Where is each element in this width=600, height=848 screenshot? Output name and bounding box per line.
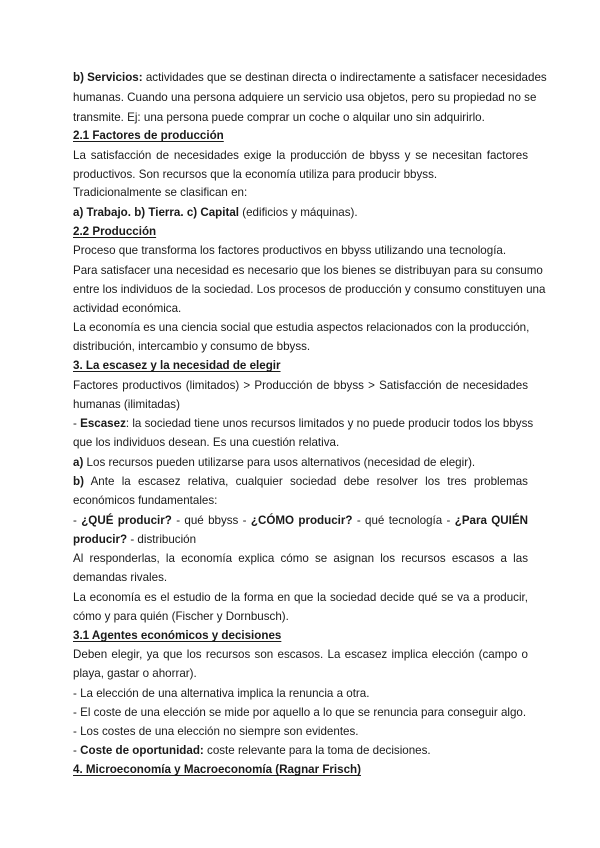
s31-bullet-2: - El coste de una elección se mide por aquello a lo que se renuncia para conseguir algo.: [73, 706, 527, 719]
s22-line-6: distribución, intercambio y consumo de bbyss.: [73, 340, 311, 353]
s22-line-4: actividad económica.: [73, 302, 182, 315]
s3-def-line-2: cómo y para quién (Fischer y Dornbusch).: [73, 610, 289, 623]
heading-3-1: 3.1 Agentes económicos y decisiones: [73, 629, 282, 642]
s3-item-b-line-1: b) Ante la escasez relativa, cualquier sociedad debe resolver los tres problemas: [73, 475, 528, 488]
s3-resp-line-2: demandas rivales.: [73, 571, 168, 584]
question-que: ¿QUÉ producir?: [81, 514, 172, 527]
servicios-line-3: transmite. Ej: una persona puede comprar un coche o alquilar uno sin adquirirlo.: [73, 111, 485, 124]
question-como: ¿CÓMO producir?: [250, 514, 353, 527]
s22-line-3: entre los individuos de la sociedad. Los procesos de producción y consumo constituyen una: [73, 283, 546, 296]
s3-flow-line-1: Factores productivos (limitados) > Producción de bbyss > Satisfacción de necesidades: [73, 379, 528, 392]
s21-list: a) Trabajo. b) Tierra. c) Capital (edificios y máquinas).: [73, 206, 358, 219]
heading-2-2: 2.2 Producción: [73, 225, 157, 238]
s31-bullet-1: - La elección de una alternativa implica la renuncia a otra.: [73, 687, 370, 700]
s3-def-line-1: La economía es el estudio de la forma en que la sociedad decide qué se va a producir,: [73, 591, 528, 604]
s21-p1-line-2: productivos. Son recursos que la economía utiliza para producir bbyss.: [73, 168, 438, 181]
s3-flow-line-2: humanas (ilimitadas): [73, 398, 180, 411]
s3-resp-line-1: Al responderlas, la economía explica cómo se asignan los recursos escasos a las: [73, 552, 528, 565]
heading-3: 3. La escasez y la necesidad de elegir: [73, 359, 281, 372]
heading-4: 4. Microeconomía y Macroeconomía (Ragnar Frisch): [73, 763, 361, 776]
s3-item-a: a) Los recursos pueden utilizarse para usos alternativos (necesidad de elegir).: [73, 456, 476, 469]
servicios-line-2: humanas. Cuando una persona adquiere un servicio usa objetos, pero su propiedad no se: [73, 91, 537, 104]
s31-line-1: Deben elegir, ya que los recursos son escasos. La escasez implica elección (campo o: [73, 648, 528, 661]
s22-line-1: Proceso que transforma los factores productivos en bbyss utilizando una tecnología.: [73, 244, 507, 257]
escasez-term: Escasez: [80, 417, 126, 430]
s22-line-2: Para satisfacer una necesidad es necesario que los bienes se distribuyan para su consumo: [73, 264, 543, 277]
s3-questions-line-2: producir? - distribución: [73, 533, 197, 546]
s3-questions-line-1: - ¿QUÉ producir? - qué bbyss - ¿CÓMO producir? - qué tecnología - ¿Para QUIÉN: [73, 514, 529, 527]
s3-escasez-line-1: - Escasez: la sociedad tiene unos recursos limitados y no puede producir todos los bbyss: [73, 417, 534, 430]
s21-p2: Tradicionalmente se clasifican en:: [73, 186, 248, 199]
servicios-term: b) Servicios:: [73, 71, 143, 84]
s31-line-2: playa, gastar o ahorrar).: [73, 667, 197, 680]
s31-bullet-4: - Coste de oportunidad: coste relevante para la toma de decisiones.: [73, 744, 431, 757]
s31-bullet-3: - Los costes de una elección no siempre son evidentes.: [73, 725, 359, 738]
question-quien: ¿Para QUIÉN: [454, 514, 529, 527]
s3-item-b-line-2: económicos fundamentales:: [73, 494, 218, 507]
coste-oportunidad-term: Coste de oportunidad:: [80, 744, 204, 757]
s3-escasez-line-2: que los individuos desean. Es una cuestión relativa.: [73, 436, 340, 449]
s22-line-5: La economía es una ciencia social que estudia aspectos relacionados con la producción,: [73, 321, 530, 334]
s21-p1-line-1: La satisfacción de necesidades exige la producción de bbyss y se necesitan factores: [73, 149, 528, 162]
heading-2-1: 2.1 Factores de producción: [73, 129, 224, 142]
servicios-line-1: b) Servicios: actividades que se destinan directa o indirectamente a satisfacer necesidades: [73, 71, 547, 84]
